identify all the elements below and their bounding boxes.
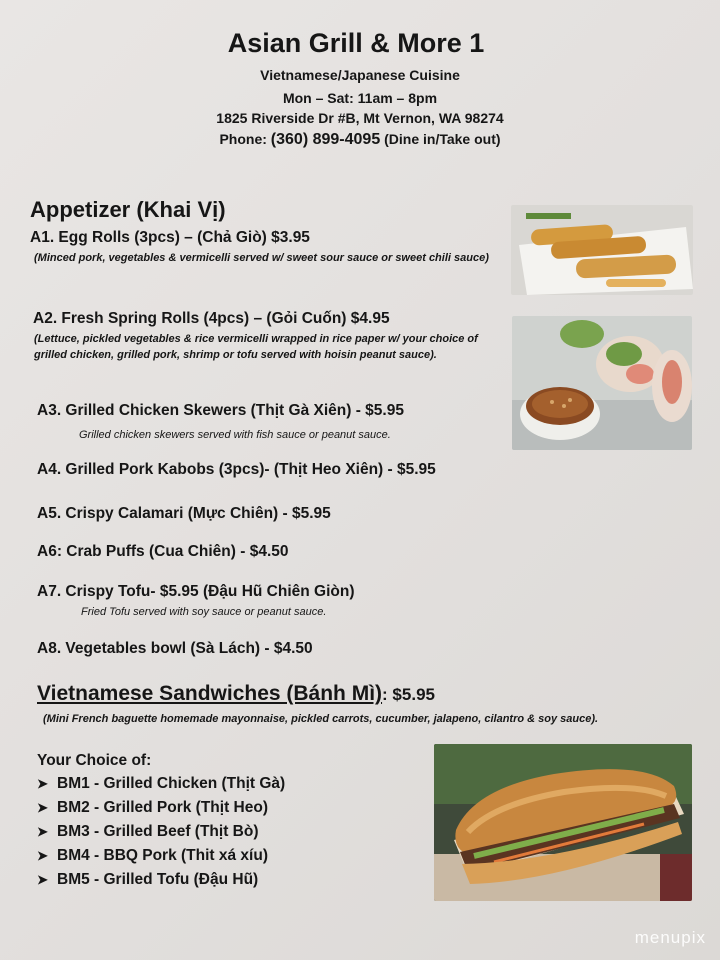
- phone-line: [0, 131, 720, 149]
- arrow-right-icon: ➤: [37, 824, 48, 839]
- option-label: BM4 - BBQ Pork (Thit xá xíu): [57, 847, 268, 864]
- opening-hours: Mon – Sat: 11am – 8pm: [282, 90, 438, 106]
- menu-item-a2: A2. Fresh Spring Rolls (4pcs) – (Gỏi Cuốn) $4.95: [33, 310, 390, 327]
- phone-note: (Dine in/Take out): [384, 131, 501, 147]
- sandwich-price: : $5.95: [382, 685, 435, 704]
- restaurant-title: Asian Grill & More 1: [227, 28, 485, 58]
- option-label: BM2 - Grilled Pork (Thịt Heo): [57, 799, 268, 816]
- sandwich-option-bm4: [37, 847, 268, 865]
- menupix-watermark: menupix: [634, 928, 706, 947]
- menu-item-a1: A1. Egg Rolls (3pcs) – (Chả Giò) $3.95: [30, 229, 310, 246]
- menu-item-a2-desc: (Lettuce, pickled vegetables & rice vermicelli wrapped in rice paper w/ your choice of grilled chicken, grilled pork, shrimp or tofu served with hoisin peanut sauce).: [34, 333, 478, 361]
- banh-mi-photo: [434, 744, 692, 901]
- choice-label: Your Choice of:: [37, 752, 152, 769]
- cuisine-type: Vietnamese/Japanese Cuisine: [260, 67, 460, 83]
- menu-item-a4: A4. Grilled Pork Kabobs (3pcs)- (Thịt Heo Xiên) - $5.95: [37, 461, 436, 478]
- arrow-right-icon: ➤: [37, 776, 48, 791]
- menu-item-a7-desc: Fried Tofu served with soy sauce or peanut sauce.: [81, 606, 327, 618]
- address: 1825 Riverside Dr #B, Mt Vernon, WA 98274: [216, 110, 504, 126]
- menu-item-a7: A7. Crispy Tofu- $5.95 (Đậu Hũ Chiên Giòn): [37, 583, 355, 600]
- spring-rolls-photo: [512, 316, 692, 450]
- egg-rolls-photo: [511, 205, 693, 295]
- arrow-right-icon: ➤: [37, 872, 48, 887]
- menu-item-a3: A3. Grilled Chicken Skewers (Thịt Gà Xiên) - $5.95: [37, 402, 404, 419]
- sandwich-title: Vietnamese Sandwiches (Bánh Mì): [37, 682, 383, 705]
- phone-label: Phone:: [219, 131, 267, 147]
- sandwich-option-bm5: [37, 871, 258, 889]
- option-label: BM1 - Grilled Chicken (Thịt Gà): [57, 775, 286, 792]
- sandwich-header: [37, 682, 435, 706]
- sandwich-option-bm2: [37, 799, 268, 817]
- option-label: BM5 - Grilled Tofu (Đậu Hũ): [57, 871, 259, 888]
- appetizer-title: Appetizer (Khai Vị): [30, 197, 226, 222]
- menu-item-a5: A5. Crispy Calamari (Mực Chiên) - $5.95: [37, 505, 331, 522]
- sandwich-option-bm1: [37, 775, 285, 793]
- phone-number: (360) 899-4095: [270, 131, 381, 148]
- menu-item-a6: A6: Crab Puffs (Cua Chiên) - $4.50: [37, 543, 289, 560]
- arrow-right-icon: ➤: [37, 848, 48, 863]
- arrow-right-icon: ➤: [37, 800, 48, 815]
- menu-item-a8: A8. Vegetables bowl (Sà Lách) - $4.50: [37, 640, 313, 657]
- menu-item-a1-desc: (Minced pork, vegetables & vermicelli served w/ sweet sour sauce or sweet chili sauce): [34, 252, 489, 264]
- sandwich-desc: (Mini French baguette homemade mayonnaise, pickled carrots, cucumber, jalapeno, cilantro & soy sauce).: [43, 713, 599, 725]
- menu-item-a3-desc: Grilled chicken skewers served with fish sauce or peanut sauce.: [79, 429, 391, 441]
- option-label: BM3 - Grilled Beef (Thịt Bò): [57, 823, 259, 840]
- sandwich-option-bm3: [37, 823, 259, 841]
